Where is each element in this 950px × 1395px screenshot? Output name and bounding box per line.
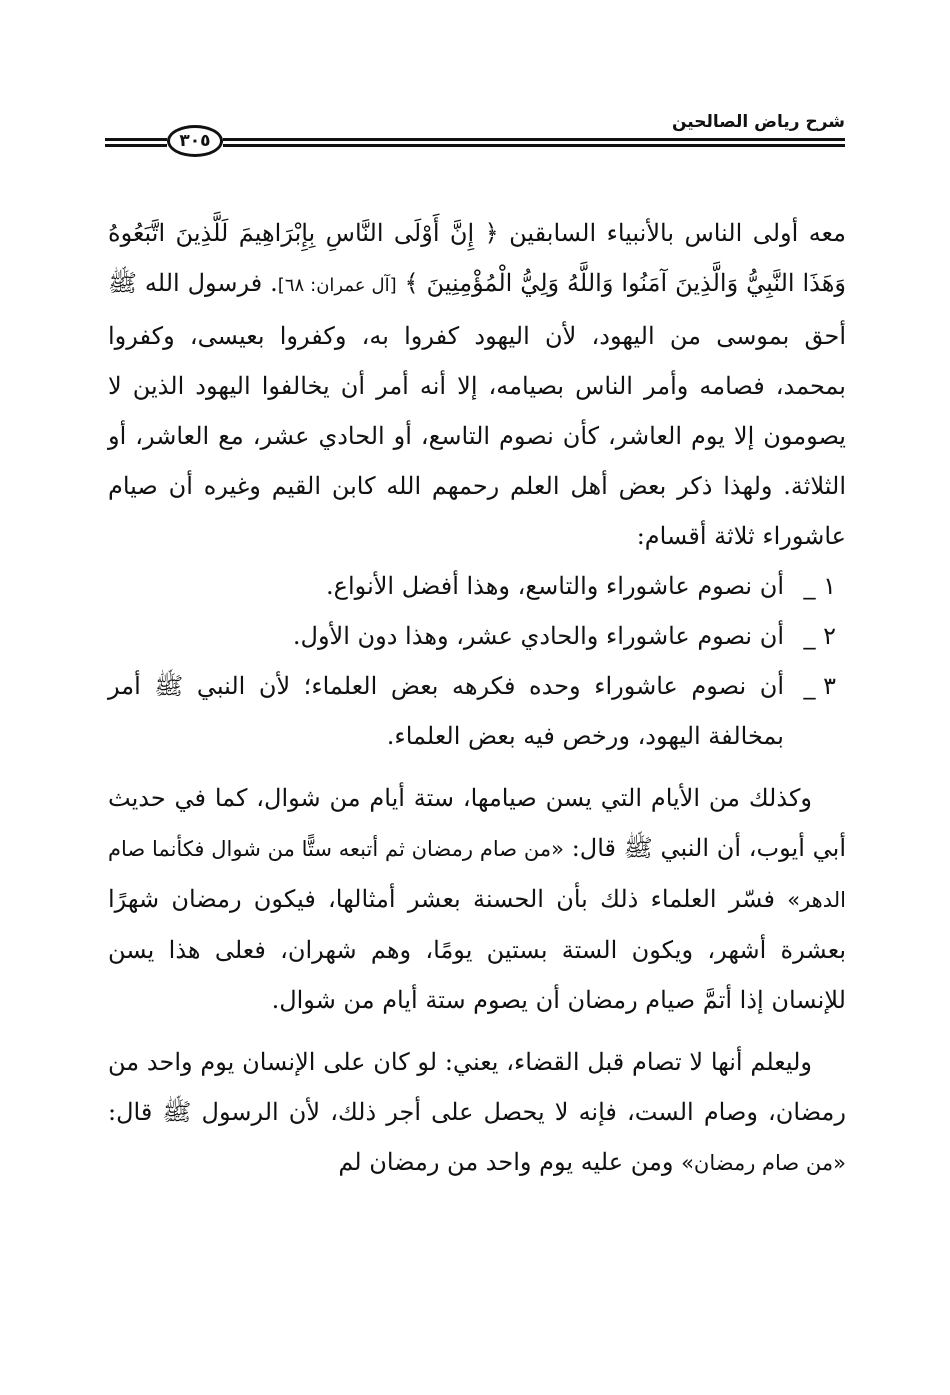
header-rule <box>223 144 845 147</box>
paragraph <box>108 773 846 1025</box>
page-body <box>108 208 846 1188</box>
list-item <box>108 611 846 661</box>
text-run: فسّر العلماء ذلك بأن الحسنة بعشر أمثالها، فيكون رمضان شهرًا بعشرة أشهر، ويكون الستة بستين يومًا، وهم شهران، فعلى هذا يسن للإنسان إذا أتمَّ صيام رمضان أن يصوم ستة أيام من شوال. <box>108 885 846 1014</box>
page-number: ٣٠٥ <box>167 125 223 157</box>
quran-verse: ﴿ إِنَّ أَوْلَى النَّاسِ بِإِبْرَاهِيمَ لَلَّذِينَ اتَّبَعُوهُ وَهَذَا النَّبِيُّ وَالَّذِينَ آمَنُوا وَاللَّهُ وَلِيُّ الْمُؤْمِنِينَ ﴾ <box>108 219 846 297</box>
list-text: أن نصوم عاشوراء والتاسع، وهذا أفضل الأنواع. <box>326 572 784 600</box>
text-run: . فرسول الله ﷺ أحق بموسى من اليهود، لأن اليهود كفروا به، وكفروا بعيسى، وكفروا بمحمد، فصامه وأمر الناس بصيامه، إلا أنه أمر أن يخالفوا اليهود الذين لا يصومون إلا يوم العاشر، كأن نصوم التاسع، أو الحادي عشر، مع العاشر، أو الثلاثة. ولهذا ذكر بعض أهل العلم رحمهم الله كابن القيم وغيره أن صيام عاشوراء ثلاثة أقسام: <box>108 269 846 550</box>
hadith-quote: «من صام رمضان ثم أتبعه ستًّا من شوال فكأنما صام الدهر» <box>108 837 846 912</box>
text-run: وكذلك من الأيام التي يسن صيامها، ستة أيام من شوال، كما في حديث أبي أيوب، أن النبي ﷺ قال: <box>108 784 846 862</box>
header-rule <box>105 138 167 141</box>
book-title: شرح رياض الصالحين <box>671 112 845 132</box>
list-item <box>108 661 846 761</box>
paragraph <box>108 208 846 561</box>
list-item <box>108 561 846 611</box>
text-run: ومن عليه يوم واحد من رمضان لم <box>338 1148 674 1176</box>
paragraph <box>108 1037 846 1188</box>
list-number: ٢ _ <box>803 622 836 650</box>
list-number: ١ _ <box>803 572 836 600</box>
verse-reference: [آل عمران: ٦٨] <box>277 275 397 296</box>
hadith-quote: «من صام رمضان» <box>681 1151 846 1175</box>
page-header <box>105 108 845 168</box>
header-rule <box>223 138 845 141</box>
list-text: أن نصوم عاشوراء وحده فكرهه بعض العلماء؛ لأن النبي ﷺ أمر بمخالفة اليهود، ورخص فيه بعض العلماء. <box>108 672 784 750</box>
text-run: وليعلم أنها لا تصام قبل القضاء، يعني: لو كان على الإنسان يوم واحد من رمضان، وصام الست، فإنه لا يحصل على أجر ذلك، لأن الرسول ﷺ قال: <box>108 1048 846 1126</box>
header-rule <box>105 144 167 147</box>
list-text: أن نصوم عاشوراء والحادي عشر، وهذا دون الأول. <box>292 622 784 650</box>
text-run: معه أولى الناس بالأنبياء السابقين <box>509 219 846 247</box>
list-number: ٣ _ <box>803 672 836 700</box>
